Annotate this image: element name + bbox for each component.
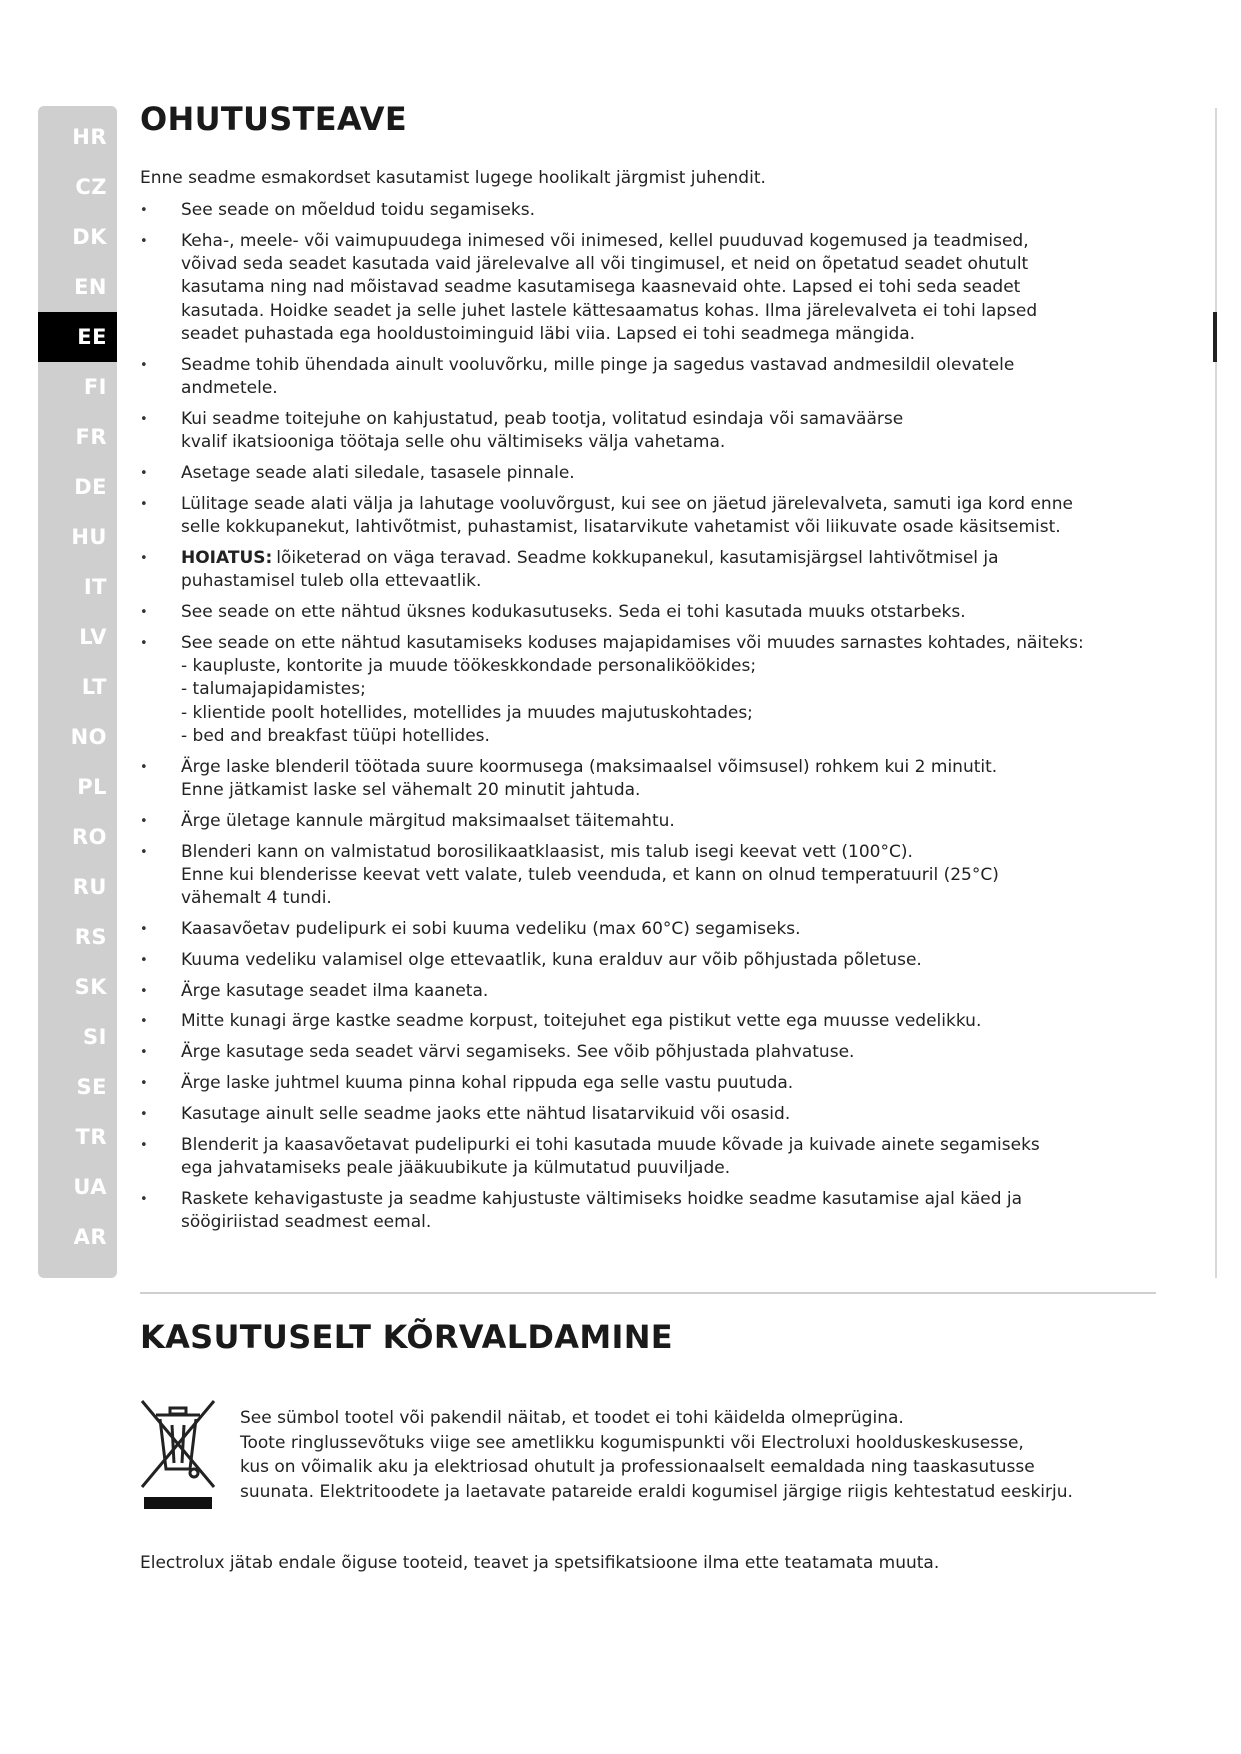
safety-intro: Enne seadme esmakordset kasutamist lugege hoolikalt järgmist juhendit. — [140, 168, 766, 188]
safety-line: • Lülitage seade alati välja ja lahutage vooluvõrgust, kui see on jäetud järelevalveta, samuti iga kord enne — [181, 493, 1073, 514]
weee-crossed-bin-icon — [138, 1393, 218, 1513]
safety-line: Enne kui blenderisse keevat vett valate, tuleb veenduda, et kann on olnud temperatuuril (25°C) — [181, 864, 999, 885]
safety-item — [140, 1072, 1150, 1095]
safety-item — [140, 632, 1150, 748]
safety-line: kasutada. Hoidke seadet ja selle juhet lastele kättesaamatus kohas. Ilma järelevalveta ei tohi lapsed — [181, 300, 1038, 321]
lang-tab-hu[interactable]: HU — [71, 525, 107, 549]
safety-line: andmetele. — [181, 378, 278, 399]
safety-item — [140, 841, 1150, 911]
safety-line: selle kokkupanekut, lahtivõtmist, puhastamist, lisatarvikute vahetamist või liikuvate osade käsitsemist. — [181, 517, 1061, 538]
safety-line: • Ärge laske blenderil töötada suure koormusega (maksimaalsel võimsusel) rohkem kui 2 minutit. — [181, 756, 998, 777]
safety-line: võivad seda seadet kasutada vaid järelevalve all või tingimusel, et neid on õpetatud seadet ohutult — [181, 254, 1029, 275]
safety-line: Enne jätkamist laske sel vähemalt 20 minutit jahtuda. — [181, 780, 641, 801]
safety-line: • Mitte kunagi ärge kastke seadme korpust, toitejuhet ega pistikut vette ega muusse vedelikku. — [181, 1011, 982, 1032]
safety-item — [140, 462, 1150, 485]
lang-tab-ee[interactable]: EE — [38, 312, 117, 362]
lang-tab-se[interactable]: SE — [76, 1075, 107, 1099]
lang-tab-lv[interactable]: LV — [79, 625, 107, 649]
lang-tab-ro[interactable]: RO — [71, 825, 107, 849]
safety-line: • Blenderit ja kaasavõetavat pudelipurki ei tohi kasutada muude kõvade ja kuivade ainete segamiseks — [181, 1134, 1040, 1155]
safety-line: • Ärge ületage kannule märgitud maksimaalset täitemahtu. — [181, 810, 675, 831]
safety-line: • Blenderi kann on valmistatud borosilikaatklaasist, mis talub isegi keevat vett (100°C). — [181, 841, 913, 862]
safety-line: • Kasutage ainult selle seadme jaoks ette nähtud lisatarvikuid või osasid. — [181, 1103, 791, 1124]
safety-item — [140, 1188, 1150, 1235]
safety-line: • See seade on mõeldud toidu segamiseks. — [181, 200, 535, 220]
safety-item — [140, 949, 1150, 972]
safety-item — [140, 918, 1150, 941]
safety-line: kasutama ning nad mõistavad seadme kasutamisega kaasnevaid ohte. Lapsed ei tohi seda seadet — [181, 277, 1021, 298]
lang-tab-ar[interactable]: AR — [73, 1225, 107, 1249]
disposal-text — [240, 1406, 1160, 1504]
lang-tab-rs[interactable]: RS — [74, 925, 107, 949]
safety-item — [140, 230, 1150, 346]
safety-list — [140, 199, 1150, 1242]
safety-line: • Seadme tohib ühendada ainult vooluvõrku, mille pinge ja sagedus vastavad andmesildil olevatele — [181, 354, 1015, 375]
lang-tab-fr[interactable]: FR — [75, 425, 107, 449]
safety-line: seadet puhastada ega hooldustoiminguid läbi viia. Lapsed ei tohi seadmega mängida. — [181, 323, 916, 344]
safety-line: • Kaasavõetav pudelipurk ei sobi kuuma vedeliku (max 60°C) segamiseks. — [181, 919, 801, 940]
section-divider — [140, 1292, 1156, 1294]
safety-line: • Ärge kasutage seda seadet värvi segamiseks. See võib põhjustada plahvatuse. — [181, 1042, 855, 1063]
safety-line: • Keha-, meele- või vaimupuudega inimesed või inimesed, kellel puuduvad kogemused ja teadmised, — [181, 230, 1029, 251]
lang-tab-de[interactable]: DE — [74, 475, 107, 499]
safety-item — [140, 1010, 1150, 1033]
disposal-line: Toote ringlussevõtuks viige see ametlikku kogumispunkti või Electroluxi hoolduskeskusesse, — [240, 1432, 1024, 1453]
safety-item — [140, 980, 1150, 1003]
disposal-line: See sümbol tootel või pakendil näitab, et toodet ei tohi käidelda olmeprügina. — [240, 1408, 904, 1428]
lang-tab-it[interactable]: IT — [83, 575, 107, 599]
page-edge-line — [1215, 108, 1217, 1278]
safety-line: kvalif ikatsiooniga töötaja selle ohu vältimiseks välja vahetama. — [181, 432, 726, 453]
safety-line: lõiketerad on väga teravad. Seadme kokkupanekul, kasutamisjärgsel lahtivõtmisel ja — [276, 547, 999, 568]
safety-item — [140, 810, 1150, 833]
lang-tab-no[interactable]: NO — [70, 725, 107, 749]
safety-item — [140, 756, 1150, 803]
safety-line: • Ärge kasutage seadet ilma kaaneta. — [181, 980, 489, 1001]
lang-tab-hr[interactable]: HR — [72, 125, 107, 149]
safety-line: - talumajapidamistes; — [181, 679, 366, 700]
lang-tab-sk[interactable]: SK — [74, 975, 107, 999]
safety-line: söögiriistad seadmest eemal. — [181, 1211, 432, 1232]
safety-line: - kaupluste, kontorite ja muude töökeskkondade personaliköökides; — [181, 656, 757, 677]
lang-tab-dk[interactable]: DK — [72, 225, 107, 249]
disposal-line: suunata. Elektritoodete ja laetavate patareide eraldi kogumisel järgige riigis kehtestatud eeskirju. — [240, 1481, 1073, 1502]
safety-line: - klientide poolt hotellides, motellides ja muudes majutuskohtades; — [181, 702, 753, 723]
safety-line: ega jahvatamiseks peale jääkuubikute ja külmutatud puuviljade. — [181, 1157, 731, 1178]
lang-tab-en[interactable]: EN — [74, 275, 107, 299]
safety-item — [140, 199, 1150, 222]
lang-tab-ru[interactable]: RU — [72, 875, 107, 899]
safety-line: • See seade on ette nähtud kasutamiseks koduses majapidamises või muudes sarnastes kohtades, näiteks: — [181, 632, 1084, 653]
disposal-line: kus on võimalik aku ja elektriosad ohutult ja professionaalselt eemaldada ning taaskasutusse — [240, 1457, 1035, 1477]
safety-line: • Raskete kehavigastuste ja seadme kahjustuste vältimiseks hoidke seadme kasutamise ajal käed ja — [181, 1188, 1023, 1209]
safety-line: • Asetage seade alati siledale, tasasele pinnale. — [181, 462, 575, 483]
lang-tab-cz[interactable]: CZ — [75, 175, 107, 199]
safety-item — [140, 1041, 1150, 1064]
lang-tab-tr[interactable]: TR — [75, 1125, 107, 1149]
language-sidebar — [38, 106, 117, 1278]
safety-item — [140, 493, 1150, 540]
lang-tab-fi[interactable]: FI — [83, 375, 107, 399]
safety-line: vähemalt 4 tundi. — [181, 888, 332, 909]
safety-line: • See seade on ette nähtud üksnes kodukasutuseks. Seda ei tohi kasutada muuks otstarbeks. — [181, 601, 966, 622]
lang-tab-ua[interactable]: UA — [73, 1175, 107, 1199]
lang-tab-pl[interactable]: PL — [77, 775, 107, 799]
footer-note: Electrolux jätab endale õiguse tooteid, teavet ja spetsifikatsioone ilma ette teatamata muuta. — [140, 1553, 940, 1573]
safety-item — [140, 354, 1150, 401]
safety-item — [140, 601, 1150, 624]
safety-line: • Kui seadme toitejuhe on kahjustatud, peab tootja, volitatud esindaja või samaväärse — [181, 408, 904, 429]
safety-item — [140, 1103, 1150, 1126]
warning-label: HOIATUS: — [181, 547, 273, 568]
page-edge-marker — [1213, 312, 1217, 362]
safety-item-warning — [140, 547, 1150, 594]
lang-tab-si[interactable]: SI — [83, 1025, 107, 1049]
safety-line: puhastamisel tuleb olla ettevaatlik. — [181, 571, 482, 592]
safety-heading: OHUTUSTEAVE — [140, 100, 408, 138]
disposal-heading: KASUTUSELT KÕRVALDAMINE — [140, 1318, 673, 1356]
safety-line: - bed and breakfast tüüpi hotellides. — [181, 725, 490, 746]
safety-item — [140, 1134, 1150, 1181]
safety-item — [140, 408, 1150, 455]
safety-line: • Ärge laske juhtmel kuuma pinna kohal rippuda ega selle vastu puutuda. — [181, 1073, 794, 1093]
lang-tab-lt[interactable]: LT — [81, 675, 107, 699]
safety-line: • Kuuma vedeliku valamisel olge ettevaatlik, kuna eralduv aur võib põhjustada põletuse. — [181, 949, 922, 970]
